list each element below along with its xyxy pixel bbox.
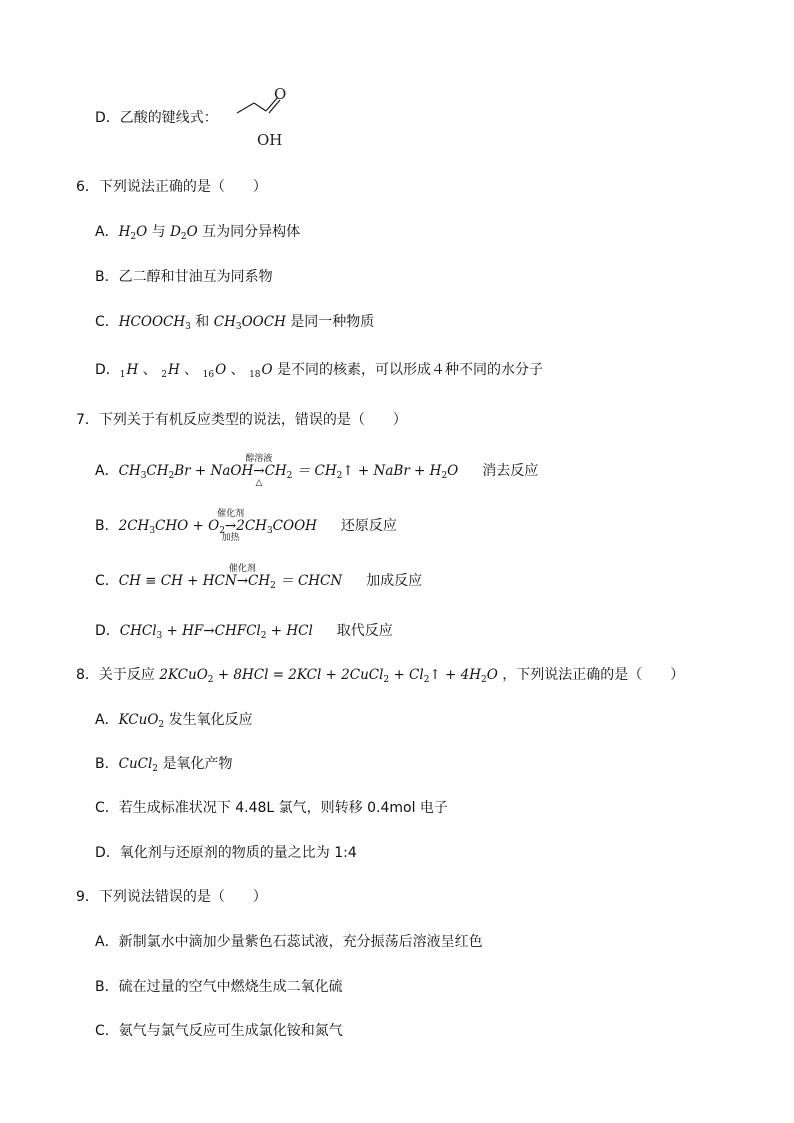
q5-option-d-label: D．乙酸的键线式： <box>95 110 218 126</box>
option-letter: C． <box>95 573 119 589</box>
q9-stem: 9．下列说法错误的是（ ） <box>76 889 267 905</box>
q6-option-d: D．1H 、 2H 、 16O 、 18O 是不同的核素，可以形成４种不同的水分子 <box>95 362 544 380</box>
reaction-type: 消去反应 <box>482 463 539 479</box>
q8-option-b <box>95 754 232 779</box>
formula-h2o: $H_2O$ <box>118 224 148 242</box>
q5-option-d <box>95 108 218 128</box>
q8-option-a <box>95 710 253 735</box>
reaction-arrow: 催化剂 → <box>228 564 256 589</box>
option-text: 是氧化产物 <box>158 756 233 772</box>
q7-stem: 7．下列关于有机反应类型的说法，错误的是（ ） <box>76 412 407 428</box>
equation-q8: 2KCuO$_2$ + 8HCl = 2KCl + 2CuCl$_2$ + $Cl_2↑ + 4H_2O$ <box>159 667 498 685</box>
q6-option-a <box>95 222 300 247</box>
equation-c: CH ≡ CH + HCN 催化剂 $\to CH_2$ ＝ CHCN <box>118 564 343 591</box>
reaction-type: 加成反应 <box>366 573 423 589</box>
structure-o-label: O <box>274 85 287 103</box>
nuclide-16o: 16O <box>202 362 227 380</box>
option-text: 是不同的核素，可以形成４种不同的水分子 <box>272 362 544 378</box>
q7-option-b <box>95 509 397 543</box>
q8-option-c: C．若生成标准状况下 4.48L 氯气，则转移 0.4mol 电子 <box>95 800 448 816</box>
q9-option-c: C．氨气与氯气反应可生成氯化铵和氮气 <box>95 1023 343 1039</box>
q8-option-d: D．氧化剂与还原剂的物质的量之比为 1:4 <box>95 845 357 861</box>
conjunction: 和 <box>190 314 214 330</box>
conjunction: 与 <box>147 224 171 240</box>
q9-option-a: A．新制氯水中滴加少量紫色石蕊试液，充分振荡后溶液呈红色 <box>95 934 483 950</box>
q6-option-b: B．乙二醇和甘油互为同系物 <box>95 269 273 285</box>
q9-option-b: B．硫在过量的空气中燃烧生成二氧化硫 <box>95 979 343 995</box>
option-letter: A． <box>95 224 119 240</box>
option-letter: A． <box>95 463 119 479</box>
q7-option-d <box>95 621 393 646</box>
q7-option-a <box>95 454 539 488</box>
option-letter: B． <box>95 756 119 772</box>
nuclide-1h: 1H <box>119 362 139 380</box>
formula-ch3ooch: $CH_3OOCH$ <box>213 314 286 332</box>
nuclide-18o: 18O <box>249 362 273 380</box>
option-letter: D． <box>95 623 120 639</box>
option-text: 是同一种物质 <box>285 314 375 330</box>
formula-hcooch3: $HCOOCH_3$ <box>118 314 191 332</box>
option-text: 互为同分异构体 <box>197 224 301 240</box>
reaction-type: 还原反应 <box>340 518 397 534</box>
nuclide-2h: 2H <box>161 362 180 380</box>
option-text: 发生氧化反应 <box>164 712 253 728</box>
q8-stem-suffix: ，下列说法正确的是（ ） <box>497 667 685 683</box>
reaction-type: 取代反应 <box>336 623 393 639</box>
option-letter: A． <box>95 712 119 728</box>
option-letter: B． <box>95 518 119 534</box>
formula-cucl2: CuCl$_2$ <box>118 756 159 774</box>
equation-b: $2CH_3CHO + O_2$ 催化剂 → 加热 $2CH_3COOH$ <box>118 509 317 543</box>
acetic-acid-skeletal-structure <box>234 84 304 149</box>
option-letter: D． <box>95 362 120 378</box>
reaction-arrow: 醇溶液 → △ <box>245 454 273 488</box>
formula-d2o: $D_2O$ <box>170 224 198 242</box>
structure-oh-label: OH <box>257 131 283 149</box>
formula-kcuo2: KCuO$_2$ <box>118 712 165 730</box>
equation-d: CHCl$_3$ + HF→CHFCl$_2$ + HCl <box>119 623 313 641</box>
q8-stem <box>76 665 684 690</box>
q8-stem-prefix: 8．关于反应 <box>76 667 160 683</box>
reaction-arrow: 催化剂 → 加热 <box>217 509 245 543</box>
option-letter: C． <box>95 314 119 330</box>
q6-stem: 6．下列说法正确的是（ ） <box>76 179 267 195</box>
q6-option-c <box>95 312 374 337</box>
q7-option-c <box>95 564 423 596</box>
equation-a: $CH_3CH_2Br$ + NaOH 醇溶液 → △ $CH_2$ ＝ $CH_2↑$ + NaBr + $H_2O$ <box>118 454 459 488</box>
